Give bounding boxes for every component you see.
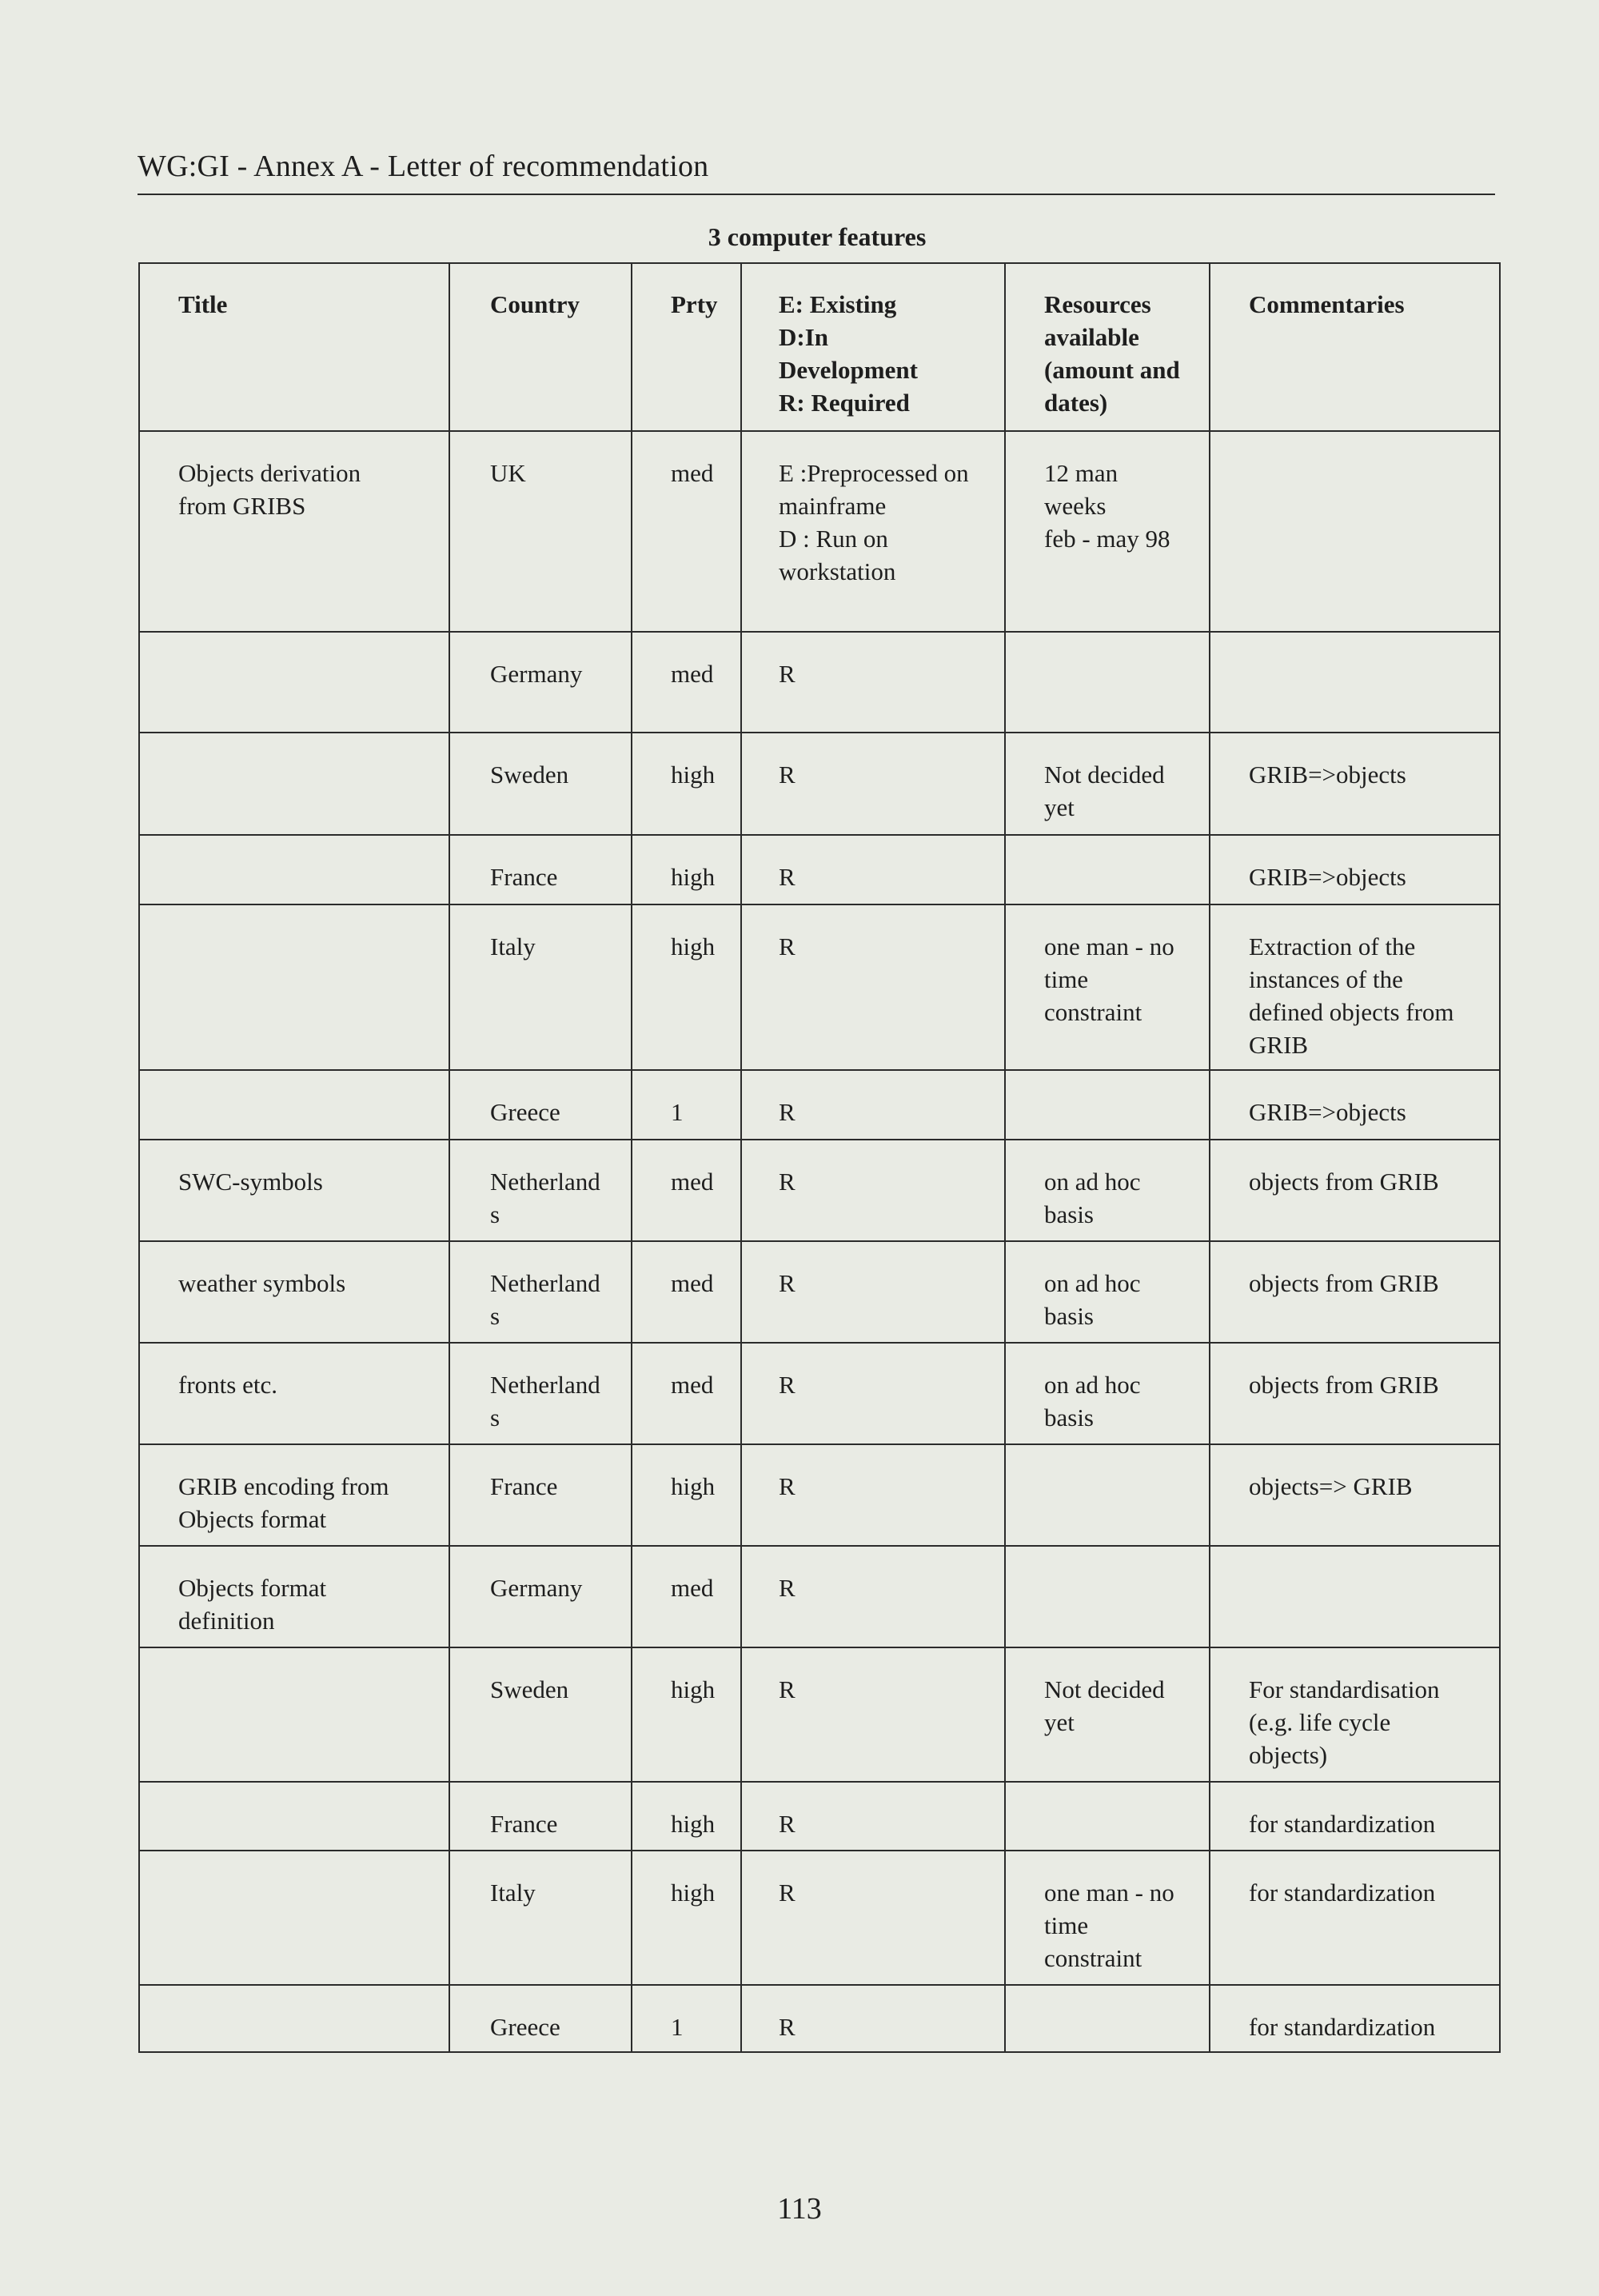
- cell-country: Sweden: [449, 1647, 632, 1782]
- cell-prty: med: [632, 1343, 741, 1444]
- cell-country: Germany: [449, 632, 632, 733]
- cell-resources: [1005, 835, 1210, 904]
- cell-commentaries: for standardization: [1210, 1782, 1500, 1851]
- cell-country: Sweden: [449, 733, 632, 835]
- column-header-commentaries: Commentaries: [1210, 263, 1500, 431]
- cell-country: Greece: [449, 1985, 632, 2052]
- cell-country: Netherland s: [449, 1241, 632, 1343]
- column-header-prty: Prty: [632, 263, 741, 431]
- cell-title: Objects format definition: [139, 1546, 449, 1647]
- cell-title: SWC-symbols: [139, 1140, 449, 1241]
- table-row: [139, 1070, 1500, 1140]
- column-header-status: E: Existing D:In Development R: Required: [741, 263, 1005, 431]
- cell-country: Italy: [449, 1851, 632, 1985]
- cell-commentaries: GRIB=>objects: [1210, 733, 1500, 835]
- cell-status: R: [741, 835, 1005, 904]
- cell-status: R: [741, 1070, 1005, 1140]
- cell-title: [139, 835, 449, 904]
- cell-resources: one man - no time constraint: [1005, 1851, 1210, 1985]
- cell-country: Greece: [449, 1070, 632, 1140]
- features-table: [138, 262, 1501, 2053]
- cell-commentaries: [1210, 1546, 1500, 1647]
- cell-commentaries: for standardization: [1210, 1851, 1500, 1985]
- cell-status: R: [741, 904, 1005, 1070]
- cell-status: R: [741, 1343, 1005, 1444]
- cell-resources: Not decided yet: [1005, 733, 1210, 835]
- column-header-resources: Resources available (amount and dates): [1005, 263, 1210, 431]
- cell-status: R: [741, 733, 1005, 835]
- table-row: [139, 1851, 1500, 1985]
- cell-country: Italy: [449, 904, 632, 1070]
- cell-status: R: [741, 1444, 1005, 1546]
- cell-title: GRIB encoding from Objects format: [139, 1444, 449, 1546]
- cell-country: Germany: [449, 1546, 632, 1647]
- cell-prty: med: [632, 431, 741, 632]
- cell-title: Objects derivation from GRIBS: [139, 431, 449, 632]
- cell-status: R: [741, 632, 1005, 733]
- cell-status: R: [741, 1851, 1005, 1985]
- cell-status: R: [741, 1647, 1005, 1782]
- cell-status: R: [741, 1985, 1005, 2052]
- table-row: [139, 904, 1500, 1070]
- table-caption: 3 computer features: [708, 222, 927, 251]
- cell-commentaries: For standardisation (e.g. life cycle objects): [1210, 1647, 1500, 1782]
- cell-prty: high: [632, 1444, 741, 1546]
- header-rule: [138, 194, 1495, 195]
- cell-title: weather symbols: [139, 1241, 449, 1343]
- cell-title: [139, 1985, 449, 2052]
- cell-resources: [1005, 1546, 1210, 1647]
- table-row: [139, 1343, 1500, 1444]
- cell-resources: one man - no time constraint: [1005, 904, 1210, 1070]
- cell-resources: [1005, 1985, 1210, 2052]
- cell-commentaries: objects=> GRIB: [1210, 1444, 1500, 1546]
- cell-status: R: [741, 1782, 1005, 1851]
- cell-title: [139, 1647, 449, 1782]
- page-number: 113: [777, 2192, 822, 2226]
- cell-status: R: [741, 1546, 1005, 1647]
- table-row: [139, 1782, 1500, 1851]
- cell-country: Netherland s: [449, 1343, 632, 1444]
- cell-commentaries: Extraction of the instances of the defined objects from GRIB: [1210, 904, 1500, 1070]
- table-row: [139, 1140, 1500, 1241]
- cell-resources: on ad hoc basis: [1005, 1343, 1210, 1444]
- table-row: [139, 835, 1500, 904]
- cell-title: [139, 1851, 449, 1985]
- table-row: [139, 1985, 1500, 2052]
- cell-prty: high: [632, 835, 741, 904]
- cell-commentaries: for standardization: [1210, 1985, 1500, 2052]
- table-row: [139, 431, 1500, 632]
- cell-commentaries: GRIB=>objects: [1210, 1070, 1500, 1140]
- cell-prty: med: [632, 632, 741, 733]
- table-row: [139, 632, 1500, 733]
- cell-resources: on ad hoc basis: [1005, 1241, 1210, 1343]
- cell-resources: Not decided yet: [1005, 1647, 1210, 1782]
- cell-commentaries: objects from GRIB: [1210, 1140, 1500, 1241]
- cell-country: France: [449, 1782, 632, 1851]
- cell-prty: med: [632, 1241, 741, 1343]
- column-header-country: Country: [449, 263, 632, 431]
- cell-title: [139, 904, 449, 1070]
- table-row: [139, 1241, 1500, 1343]
- cell-country: Netherland s: [449, 1140, 632, 1241]
- page-header: WG:GI - Annex A - Letter of recommendation: [138, 150, 709, 183]
- table-row: [139, 1647, 1500, 1782]
- table-row: [139, 733, 1500, 835]
- table-row: [139, 1546, 1500, 1647]
- table-header-row: [139, 263, 1500, 431]
- cell-prty: med: [632, 1546, 741, 1647]
- cell-status: R: [741, 1140, 1005, 1241]
- cell-commentaries: [1210, 431, 1500, 632]
- cell-prty: med: [632, 1140, 741, 1241]
- cell-resources: [1005, 1444, 1210, 1546]
- cell-resources: [1005, 1782, 1210, 1851]
- cell-title: [139, 1782, 449, 1851]
- cell-resources: 12 man weeks feb - may 98: [1005, 431, 1210, 632]
- cell-title: [139, 632, 449, 733]
- cell-prty: high: [632, 904, 741, 1070]
- cell-commentaries: objects from GRIB: [1210, 1343, 1500, 1444]
- cell-commentaries: objects from GRIB: [1210, 1241, 1500, 1343]
- cell-resources: [1005, 1070, 1210, 1140]
- cell-resources: [1005, 632, 1210, 733]
- cell-commentaries: GRIB=>objects: [1210, 835, 1500, 904]
- cell-prty: high: [632, 1851, 741, 1985]
- cell-status: R: [741, 1241, 1005, 1343]
- cell-title: [139, 733, 449, 835]
- cell-country: France: [449, 835, 632, 904]
- cell-prty: high: [632, 1782, 741, 1851]
- table-row: [139, 1444, 1500, 1546]
- cell-prty: high: [632, 733, 741, 835]
- cell-country: UK: [449, 431, 632, 632]
- cell-prty: 1: [632, 1985, 741, 2052]
- cell-prty: 1: [632, 1070, 741, 1140]
- column-header-title: Title: [139, 263, 449, 431]
- cell-resources: on ad hoc basis: [1005, 1140, 1210, 1241]
- cell-commentaries: [1210, 632, 1500, 733]
- cell-country: France: [449, 1444, 632, 1546]
- cell-title: [139, 1070, 449, 1140]
- cell-prty: high: [632, 1647, 741, 1782]
- cell-status: E :Preprocessed on mainframe D : Run on workstation: [741, 431, 1005, 632]
- cell-title: fronts etc.: [139, 1343, 449, 1444]
